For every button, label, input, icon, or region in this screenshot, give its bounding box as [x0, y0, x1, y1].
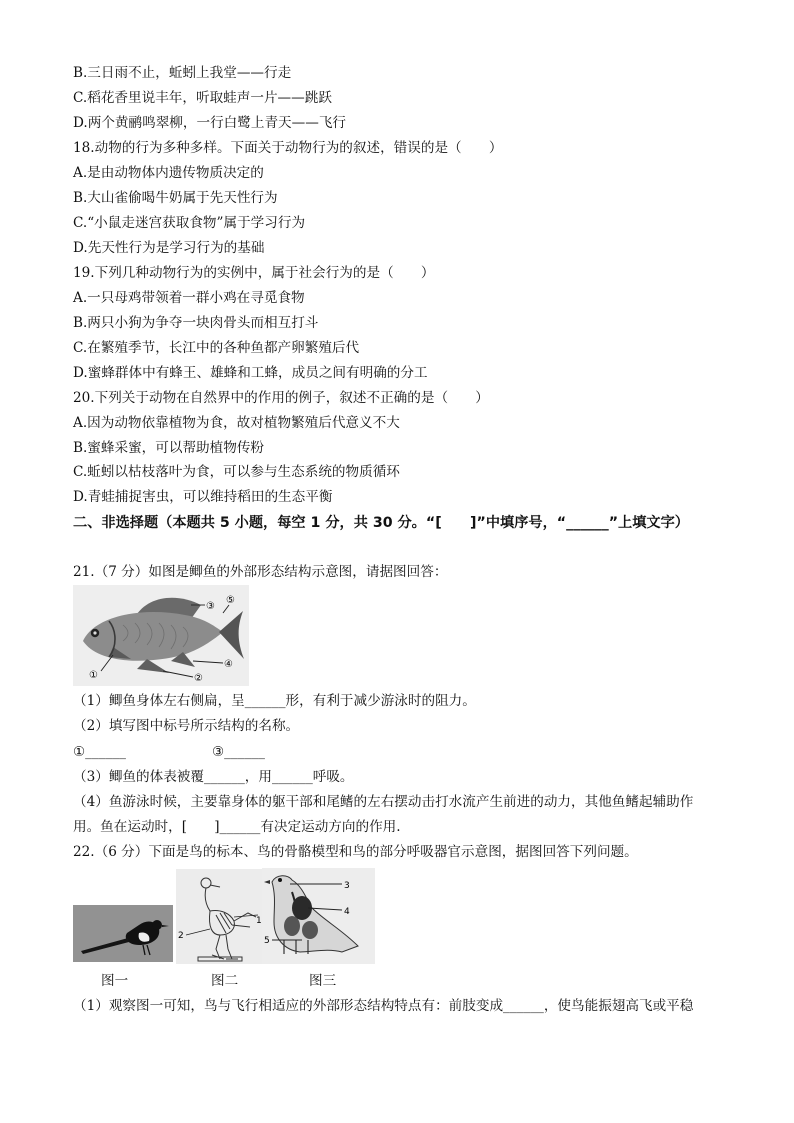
resp-label-5: 5	[264, 936, 270, 946]
q21-part4-line2: 用。鱼在运动时，[ ]______有决定运动方向的作用.	[73, 819, 401, 835]
respiratory-illustration	[262, 868, 375, 964]
caption-figure-3: 图三	[309, 973, 337, 989]
skeleton-illustration	[176, 869, 262, 964]
q18-option-c: C.“小鼠走迷宫获取食物”属于学习行为	[73, 215, 306, 231]
q18-stem: 18.动物的行为多种多样。下面关于动物行为的叙述，错误的是（ ）	[73, 140, 503, 156]
q21-part3: （3）鲫鱼的体表被覆______，用______呼吸。	[73, 769, 354, 785]
bird-respiratory-figure	[262, 868, 375, 964]
q18-option-a: A.是由动物体内遗传物质决定的	[73, 165, 264, 181]
bird-specimen-figure	[73, 905, 173, 962]
skeleton-label-1: 1	[256, 916, 262, 926]
magpie-illustration	[73, 905, 173, 962]
fish-label-4: ④	[224, 659, 233, 670]
resp-label-3: 3	[344, 881, 350, 891]
q19-option-a: A.一只母鸡带领着一群小鸡在寻觅食物	[73, 290, 305, 306]
q17-option-d: D.两个黄鹂鸣翠柳，一行白鹭上青天——飞行	[73, 115, 347, 131]
q19-option-b: B.两只小狗为争夺一块肉骨头而相互打斗	[73, 315, 319, 331]
q18-option-d: D.先天性行为是学习行为的基础	[73, 240, 265, 256]
fish-label-5: ⑤	[226, 595, 235, 606]
skeleton-label-2: 2	[178, 931, 184, 941]
q20-option-d: D.青蛙捕捉害虫，可以维持稻田的生态平衡	[73, 489, 333, 505]
q17-option-c: C.稻花香里说丰年，听取蛙声一片——跳跃	[73, 90, 332, 106]
fish-label-2: ②	[194, 673, 203, 684]
q21-part2: （2）填写图中标号所示结构的名称。	[73, 718, 300, 734]
q21-part1: （1）鲫鱼身体左右侧扁，呈______形，有利于减少游泳时的阻力。	[73, 693, 476, 709]
q19-option-c: C.在繁殖季节，长江中的各种鱼都产卵繁殖后代	[73, 340, 360, 356]
bird-skeleton-figure	[176, 869, 262, 964]
fish-illustration	[73, 585, 249, 686]
q18-option-b: B.大山雀偷喝牛奶属于先天性行为	[73, 190, 278, 206]
caption-figure-2: 图二	[211, 973, 239, 989]
q21-blank-1: ①______	[73, 744, 126, 760]
q22-part1: （1）观察图一可知，鸟与飞行相适应的外部形态结构特点有：前肢变成______，使鸟能振翅高飞或平稳	[73, 998, 694, 1014]
q20-option-a: A.因为动物依靠植物为食，故对植物繁殖后代意义不大	[73, 415, 400, 431]
q22-stem: 22.（6 分）下面是鸟的标本、鸟的骨骼模型和鸟的部分呼吸器官示意图，据图回答下列问题。	[73, 844, 638, 860]
q17-option-b: B.三日雨不止，蚯蚓上我堂——行走	[73, 65, 292, 81]
q20-stem: 20.下列关于动物在自然界中的作用的例子，叙述不正确的是（ ）	[73, 390, 489, 406]
q21-stem: 21.（7 分）如图是鲫鱼的外部形态结构示意图，请据图回答：	[73, 564, 448, 580]
fish-label-3: ③	[206, 601, 215, 612]
q19-stem: 19.下列几种动物行为的实例中，属于社会行为的是（ ）	[73, 265, 435, 281]
q19-option-d: D.蜜蜂群体中有蜂王、雄蜂和工蜂，成员之间有明确的分工	[73, 365, 428, 381]
section-heading: 二、非选择题（本题共 5 小题，每空 1 分，共 30 分。“[ ]”中填序号，“______”上填文字）	[73, 515, 689, 531]
q21-part4-line1: （4）鱼游泳时候，主要靠身体的躯干部和尾鳍的左右摆动击打水流产生前进的动力，其他鱼鳍起辅助作	[73, 794, 694, 810]
fish-label-1: ①	[89, 670, 98, 681]
fish-figure	[73, 585, 249, 686]
caption-figure-1: 图一	[101, 973, 129, 989]
q20-option-c: C.蚯蚓以枯枝落叶为食，可以参与生态系统的物质循环	[73, 464, 400, 480]
q21-blank-3: ③______	[212, 744, 265, 760]
resp-label-4: 4	[344, 907, 350, 917]
q20-option-b: B.蜜蜂采蜜，可以帮助植物传粉	[73, 440, 265, 456]
